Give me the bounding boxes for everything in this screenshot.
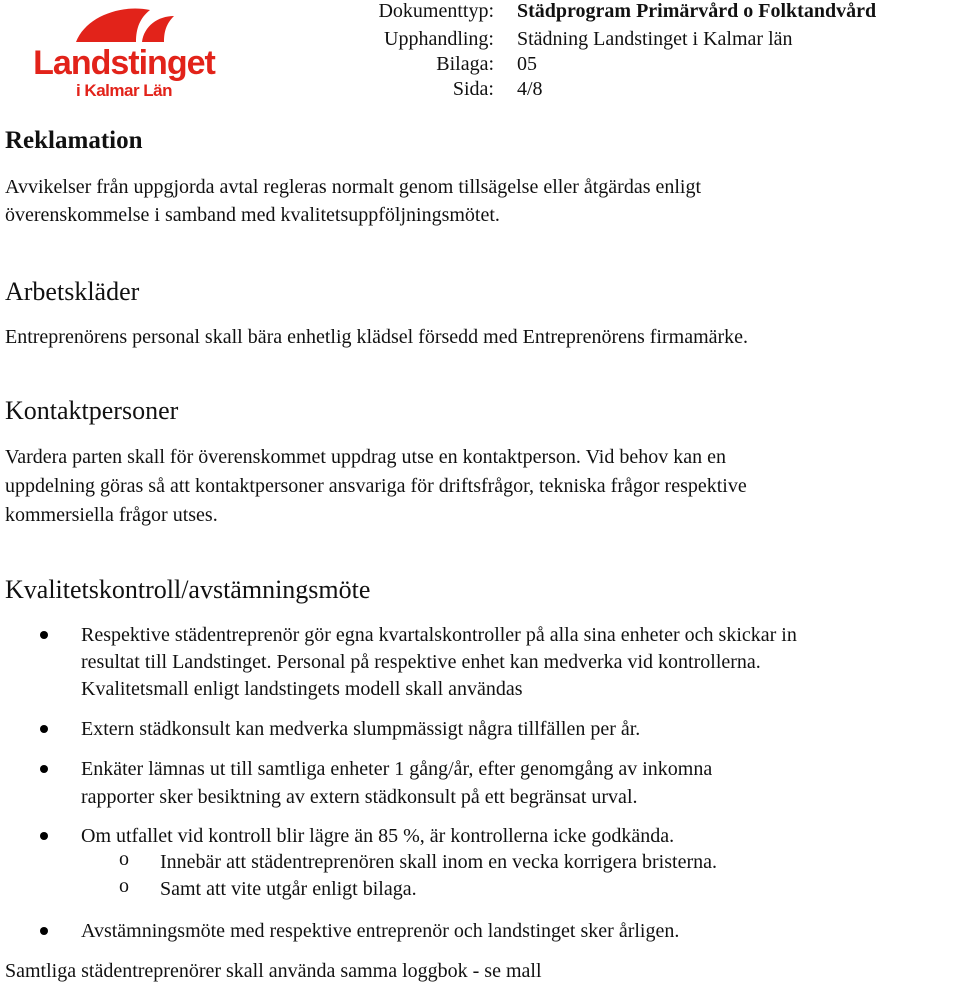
- bullet-4-line-1: Om utfallet vid kontroll blir lägre än 85 %, är kontrollerna icke godkända.: [81, 825, 675, 847]
- bullet-5-line-1: Avstämningsmöte med respektive entreprenör och landstinget sker årligen.: [81, 920, 680, 942]
- bullet-3-line-1: Enkäter lämnas ut till samtliga enheter 1 gång/år, efter genomgång av inkomna: [81, 758, 713, 780]
- svg-text:Landstinget: Landstinget: [33, 44, 215, 82]
- bullet-marker: [40, 631, 50, 641]
- kontaktpersoner-line-2: uppdelning göras så att kontaktpersoner ansvariga för driftsfrågor, tekniska frågor respektive: [5, 475, 747, 497]
- bullet-2-line-1: Extern städkonsult kan medverka slumpmässigt några tillfällen per år.: [81, 718, 641, 740]
- bullet-1-line-3: Kvalitetsmall enligt landstingets modell skall användas: [81, 678, 523, 700]
- procurement-value: Städning Landstinget i Kalmar län: [517, 28, 793, 50]
- arbetsklader-line-1: Entreprenörens personal skall bära enhetlig klädsel försedd med Entreprenörens firmamärke.: [5, 326, 749, 348]
- sub-bullet-marker: o: [119, 848, 129, 870]
- landstinget-logo-graphic: [24, 4, 224, 100]
- doc-type-value: Städprogram Primärvård o Folktandvård: [517, 0, 877, 22]
- page-label: Sida:: [452, 78, 494, 100]
- bullet-3-line-2: rapporter sker besiktning av extern städkonsult på ett begränsat urval.: [81, 786, 638, 808]
- bullet-marker: [40, 725, 50, 735]
- kontaktpersoner-line-3: kommersiella frågor utses.: [5, 504, 218, 526]
- heading-reklamation: Reklamation: [5, 127, 143, 154]
- sub-item-2: Samt att vite utgår enligt bilaga.: [160, 878, 417, 900]
- sub-item-1: Innebär att städentreprenören skall inom en vecka korrigera bristerna.: [160, 851, 717, 873]
- reklamation-line-1: Avvikelser från uppgjorda avtal regleras normalt genom tillsägelse eller åtgärdas enligt: [5, 176, 702, 198]
- bullet-1-line-2: resultat till Landstinget. Personal på respektive enhet kan medverka vid kontrollerna.: [81, 651, 761, 673]
- sub-bullet-marker: o: [119, 875, 129, 897]
- heading-kontaktpersoner: Kontaktpersoner: [5, 396, 179, 425]
- landstinget-logo: [24, 4, 224, 106]
- appendix-label: Bilaga:: [436, 53, 494, 75]
- heading-arbetsklader: Arbetskläder: [5, 277, 140, 306]
- procurement-label: Upphandling:: [384, 28, 494, 50]
- bullet-marker: [40, 832, 50, 842]
- closing-line: Samtliga städentreprenörer skall använda samma loggbok - se mall: [5, 960, 542, 982]
- bullet-1-line-1: Respektive städentreprenör gör egna kvartalskontroller på alla sina enheter och skickar in: [81, 624, 797, 646]
- bullet-marker: [40, 927, 50, 937]
- page-value: 4/8: [517, 78, 543, 100]
- appendix-value: 05: [517, 53, 537, 75]
- doc-type-label: Dokumenttyp:: [378, 0, 494, 22]
- reklamation-line-2: överenskommelse i samband med kvalitetsuppföljningsmötet.: [5, 204, 500, 226]
- kontaktpersoner-line-1: Vardera parten skall för överenskommet uppdrag utse en kontaktperson. Vid behov kan en: [5, 446, 726, 468]
- svg-text:i Kalmar Län: i Kalmar Län: [75, 81, 173, 100]
- heading-kvalitetskontroll: Kvalitetskontroll/avstämningsmöte: [5, 575, 371, 604]
- bullet-marker: [40, 765, 50, 775]
